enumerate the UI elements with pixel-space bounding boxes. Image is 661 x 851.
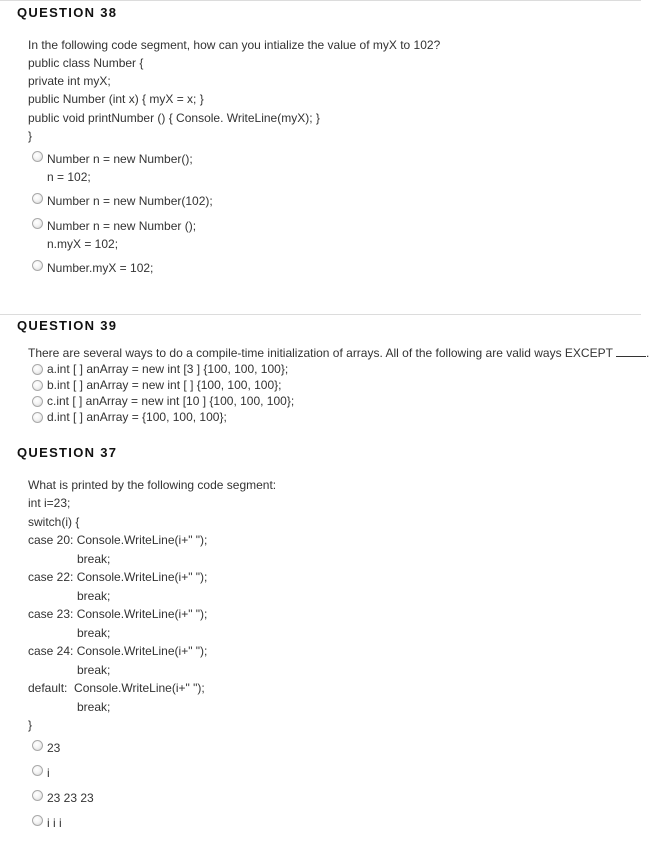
q37-option-2-label[interactable]: i — [47, 766, 50, 780]
q38-code-line: public Number (int x) { myX = x; } — [28, 92, 204, 106]
question-39-prompt-text: There are several ways to do a compile-time initialization of arrays. All of the following are valid ways EXCEPT — [28, 346, 613, 360]
q37-option-4-label[interactable]: i i i — [47, 816, 62, 830]
question-37-prompt: What is printed by the following code segment: — [28, 478, 277, 492]
q38-option-4-label[interactable]: Number.myX = 102; — [47, 261, 154, 275]
q37-code-line: break; — [77, 626, 111, 640]
top-divider — [0, 0, 641, 1]
q37-code-line: case 24: Console.WriteLine(i+" "); — [28, 644, 208, 658]
q38-option-1-label[interactable]: Number n = new Number(); — [47, 152, 193, 166]
q38-code-line: private int myX; — [28, 74, 111, 88]
q38-option-2-radio[interactable] — [32, 193, 43, 204]
question-38-prompt: In the following code segment, how can you intialize the value of myX to 102? — [28, 38, 441, 52]
q37-code-line: int i=23; — [28, 496, 71, 510]
q39-option-d-radio[interactable] — [32, 412, 43, 423]
q38-option-3-label[interactable]: n.myX = 102; — [47, 237, 119, 251]
q37-option-1-label[interactable]: 23 — [47, 741, 61, 755]
q37-option-2-radio[interactable] — [32, 765, 43, 776]
q38-option-2-label[interactable]: Number n = new Number(102); — [47, 194, 213, 208]
q38-code-line: } — [28, 129, 33, 143]
q37-code-line: default: Console.WriteLine(i+" "); — [28, 681, 205, 695]
q37-code-line: break; — [77, 700, 111, 714]
q37-code-line: break; — [77, 552, 111, 566]
q37-code-line: case 22: Console.WriteLine(i+" "); — [28, 570, 208, 584]
q37-option-3-radio[interactable] — [32, 790, 43, 801]
q38-option-3-radio[interactable] — [32, 218, 43, 229]
q38-code-line: public class Number { — [28, 56, 144, 70]
q37-option-1-radio[interactable] — [32, 740, 43, 751]
q39-option-a-label[interactable]: a.int [ ] anArray = new int [3 ] {100, 100, 100}; — [47, 362, 289, 376]
q37-code-line: break; — [77, 663, 111, 677]
question-39-title: QUESTION 39 — [17, 318, 118, 333]
q39-option-d-label[interactable]: d.int [ ] anArray = {100, 100, 100}; — [47, 410, 227, 424]
q38-option-4-radio[interactable] — [32, 260, 43, 271]
q38-option-1-label[interactable]: n = 102; — [47, 170, 91, 184]
q37-code-line: break; — [77, 589, 111, 603]
q38-option-3-label[interactable]: Number n = new Number (); — [47, 219, 197, 233]
q37-code-line: switch(i) { — [28, 515, 80, 529]
question-37-title: QUESTION 37 — [17, 445, 118, 460]
q39-option-a-radio[interactable] — [32, 364, 43, 375]
q37-option-3-label[interactable]: 23 23 23 — [47, 791, 94, 805]
q37-code-line: case 20: Console.WriteLine(i+" "); — [28, 533, 208, 547]
q39-option-c-radio[interactable] — [32, 396, 43, 407]
q38-option-1-radio[interactable] — [32, 151, 43, 162]
q39-option-b-radio[interactable] — [32, 380, 43, 391]
question-39-prompt-end: . — [646, 346, 650, 360]
q37-code-line: } — [28, 718, 33, 732]
q37-code-line: case 23: Console.WriteLine(i+" "); — [28, 607, 208, 621]
q38-code-line: public void printNumber () { Console. WriteLine(myX); } — [28, 111, 320, 125]
q37-option-4-radio[interactable] — [32, 815, 43, 826]
q39-option-c-label[interactable]: c.int [ ] anArray = new int [10 ] {100, 100, 100}; — [47, 394, 295, 408]
answer-blank — [616, 346, 646, 357]
question-39-divider — [0, 314, 641, 315]
question-39-prompt — [28, 346, 649, 361]
q39-option-b-label[interactable]: b.int [ ] anArray = new int [ ] {100, 100, 100}; — [47, 378, 282, 392]
question-38-title: QUESTION 38 — [17, 5, 118, 20]
